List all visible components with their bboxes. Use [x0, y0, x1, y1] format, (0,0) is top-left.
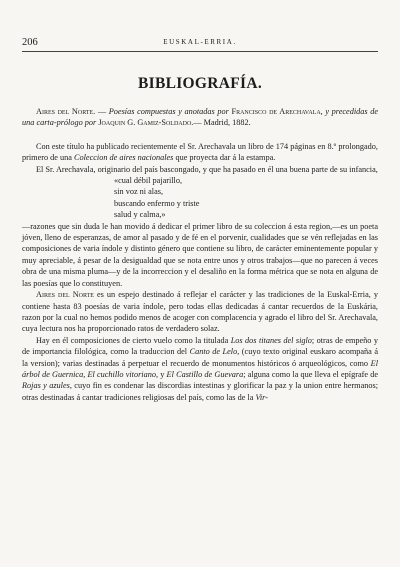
paragraph-5-text: , cuyo fin es condenar las discordias intestinas y glorificar la paz y la union entre hermanos; otras destinadas á cantar tradiciones religiosas del país, como las de la: [22, 381, 378, 402]
paragraph-1: [22, 141, 378, 164]
page-number: 206: [22, 37, 38, 48]
running-header: [22, 37, 378, 52]
paragraph-5-italic: Vir-: [255, 392, 268, 402]
paragraph-4-title: Aires del Norte: [36, 290, 94, 300]
citation-title: Poesías compuestas y anotadas por: [108, 107, 229, 116]
paragraph-2: El Sr. Arechavala, originario del país bascongado, y que ha pasado en él una buena parte de su infancia,: [36, 164, 378, 174]
verse-quote: [114, 175, 378, 221]
paragraph-5-italic: Los dos titanes del siglo: [230, 335, 312, 345]
paragraph-1-italic: Coleccion de aires nacionales: [74, 153, 174, 163]
paragraph-5-text: y: [158, 369, 167, 379]
citation-author: Aires del Norte.: [36, 107, 96, 116]
paragraph-5-italic: Rojas y azules: [22, 381, 70, 391]
citation-author3: Joaquin G. Gamiz-Soldado.: [98, 118, 194, 128]
article-body: [22, 106, 378, 403]
paragraph-5-italic: El Castillo de Guevara: [166, 369, 244, 379]
citation-imprint: — Madrid, 1882.: [193, 118, 251, 128]
paragraph-5-text: ; otras de empeño y de importancia filológica, como la traduccion del: [22, 335, 378, 357]
verse-line: «cual débil pajarillo,: [114, 176, 183, 186]
paragraph-5-text: , (cuyo texto original euskaro acompaña á la version); varias destinadas á perpetuar el recuerdo de monumentos históricos ó arqueológicos, como: [22, 347, 379, 368]
citation-title2: y precedidas de una carta-prólogo por: [22, 107, 378, 128]
citation-author2: Francisco de Arechavala,: [231, 107, 323, 116]
paragraph-4-text: es un espejo destinado á reflejar el carácter y las tradiciones de la Euskal-Erria, y contiene hasta 83 poesías de varia índole, pero todas ellas dedicadas á cantar recuerdos de la Euskária, razon por la cual no hemos podido menos de acoger con complacencia y agrado el libro del Sr. Arechavala, cuya lectura nos ha proporcionado ratos de verdadero solaz.: [22, 290, 378, 334]
verse-line: sin voz ni alas,: [114, 187, 164, 197]
paragraph-1-text-end: que proyecta dar á la estampa.: [173, 153, 276, 163]
citation-dash: —: [95, 107, 109, 116]
verse-line: salud y calma,»: [114, 210, 166, 220]
paragraph-5-text: Hay en él composiciones de cierto vuelo como la titulada: [36, 335, 231, 345]
paragraph-5-italic: Canto de Lelo: [189, 347, 238, 357]
paragraph-3: —razones que sin duda le han movido á dedicar el primer libro de su coleccion á esta region,—es un poeta jóven, lleno de esperanzas, de amor al pasado y de fé en el porvenir, cualidades que se vén reflejadas en las composiciones de varia índole y distinto género que contiene su libro, de carácter eminentemente popular y muy apreciable, á pesar de la desigualdad que se nota entre unos y otros trabajos—que no parecen á veces obra de una misma pluma—y de la incorreccion y el desaliño en la forma métrica que se nota en alguna de las poesías que lo constituyen.: [22, 221, 378, 288]
section-title: BIBLIOGRAFÍA.: [137, 75, 263, 92]
paragraph-5: [22, 335, 378, 403]
citation: [22, 106, 378, 129]
paragraph-1-text: Con este título ha publicado recientemente el Sr. Arechavala un libro de 174 páginas en 8.º prolongado, primero de una: [22, 141, 378, 163]
journal-title: EUSKAL-ERRIA.: [163, 38, 237, 46]
paragraph-5-italic: El árbol de Guernica, El cuchillo vitoriano,: [22, 358, 378, 379]
verse-line: buscando enfermo y triste: [114, 198, 200, 208]
paragraph-5-text: ; alguna como la que lleva el epígrafe de: [243, 369, 378, 379]
paragraph-4: [22, 289, 378, 335]
